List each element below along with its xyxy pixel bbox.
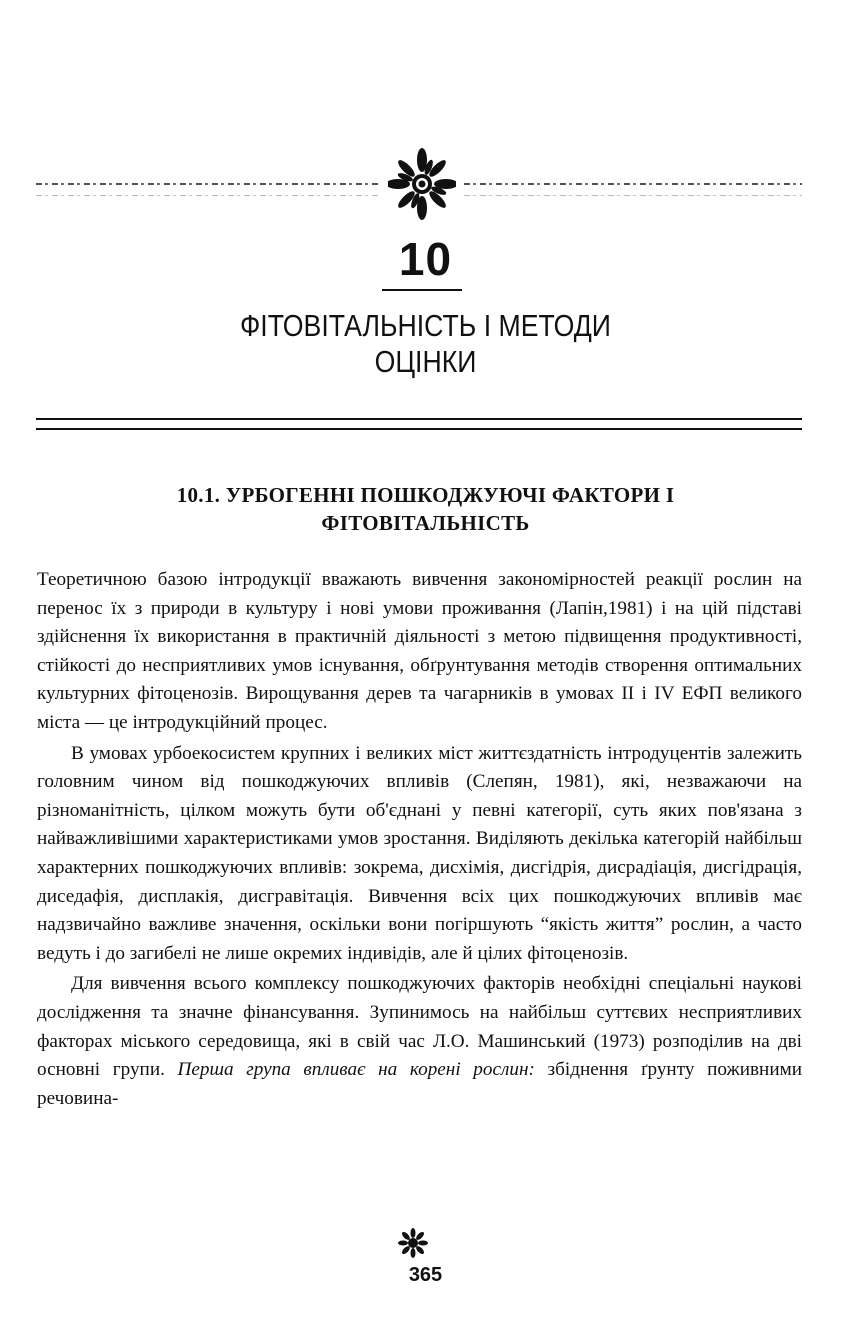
divider-rule-bottom: [36, 428, 802, 430]
ornament-line-right: [464, 183, 802, 185]
flower-ornament-small-icon: [398, 1228, 428, 1258]
paragraph-3-italic: Перша група впливає на корені рослин:: [177, 1059, 535, 1081]
paragraph-1: Теоретичною базою інтродукції вважають вивчення закономірностей реакції рослин на перенос їх з природи в культуру і нові умови проживання (Лапін,1981) і на цій підставі здійснення їх використання в практичній діяльності з метою підвищення продуктивності, стійкості до несприятливих умов існування, обґрунтування методів створення оптимальних культурних фітоценозів. Вирощування дерев та чагарників в умовах II і IV ЕФП великого міста — це інтродукційний процес.: [37, 569, 802, 733]
divider-rule-top: [36, 418, 802, 420]
ornament-line-left: [36, 183, 378, 185]
paragraph-2: В умовах урбоекосистем крупних і великих міст життєздатність інтродуцентів залежить головним чином від пошкоджуючих впливів (Слепян, 1981), які, незважаючи на різноманітність, цілком можуть бути об'єднані у певні категорії, суть яких пов'язана з найважливішими характеристиками умов зростання. Виділяють декілька категорій найбільш характерних пошкоджуючих впливів: зокрема, дисхімія, дисгідрія, дисрадіація, дисгідрація, диседафія, дисплакія, дисгравітація. Вивчення всіх цих пошкоджуючих впливів має надзвичайно важливе значення, оскільки вони погіршують “якість життя” рослин, а часто ведуть і до загибелі не лише окремих індивідів, але й цілих фітоценозів.: [37, 742, 802, 964]
chapter-title: [60, 308, 792, 380]
section-title-line2: ФІТОВІТАЛЬНІСТЬ: [321, 511, 530, 535]
flower-ornament-icon: [388, 148, 456, 220]
paragraph-3-end: збіднення ґрунту поживними речовина-: [37, 1059, 802, 1109]
paragraph-3: [37, 970, 802, 1113]
chapter-title-line1: ФІТОВІТАЛЬНІСТЬ І МЕТОДИ: [240, 308, 611, 343]
paragraph-3-start: Для вивчення всього комплексу пошкоджуючих факторів необхідні спеціальні наукові дослідження та значне фінансування. Зупинимось на найбільш суттєвих несприятливих факторах міського середовища, які в свій час Л.О. Машинський (1973) розподілив на дві основні групи.: [37, 973, 802, 1081]
page-number: 365: [408, 1264, 443, 1286]
body-text: [37, 566, 802, 1113]
ornament-line-left-faint: [36, 195, 378, 196]
chapter-ornament: [0, 140, 851, 230]
section-title-line1: 10.1. УРБОГЕННІ ПОШКОДЖУЮЧІ ФАКТОРИ І: [176, 483, 675, 507]
section-title: [0, 481, 851, 537]
chapter-number-underline: [382, 289, 462, 291]
ornament-line-right-faint: [464, 195, 802, 196]
chapter-title-line2: ОЦІНКИ: [374, 344, 477, 379]
chapter-number: 10: [398, 233, 453, 285]
